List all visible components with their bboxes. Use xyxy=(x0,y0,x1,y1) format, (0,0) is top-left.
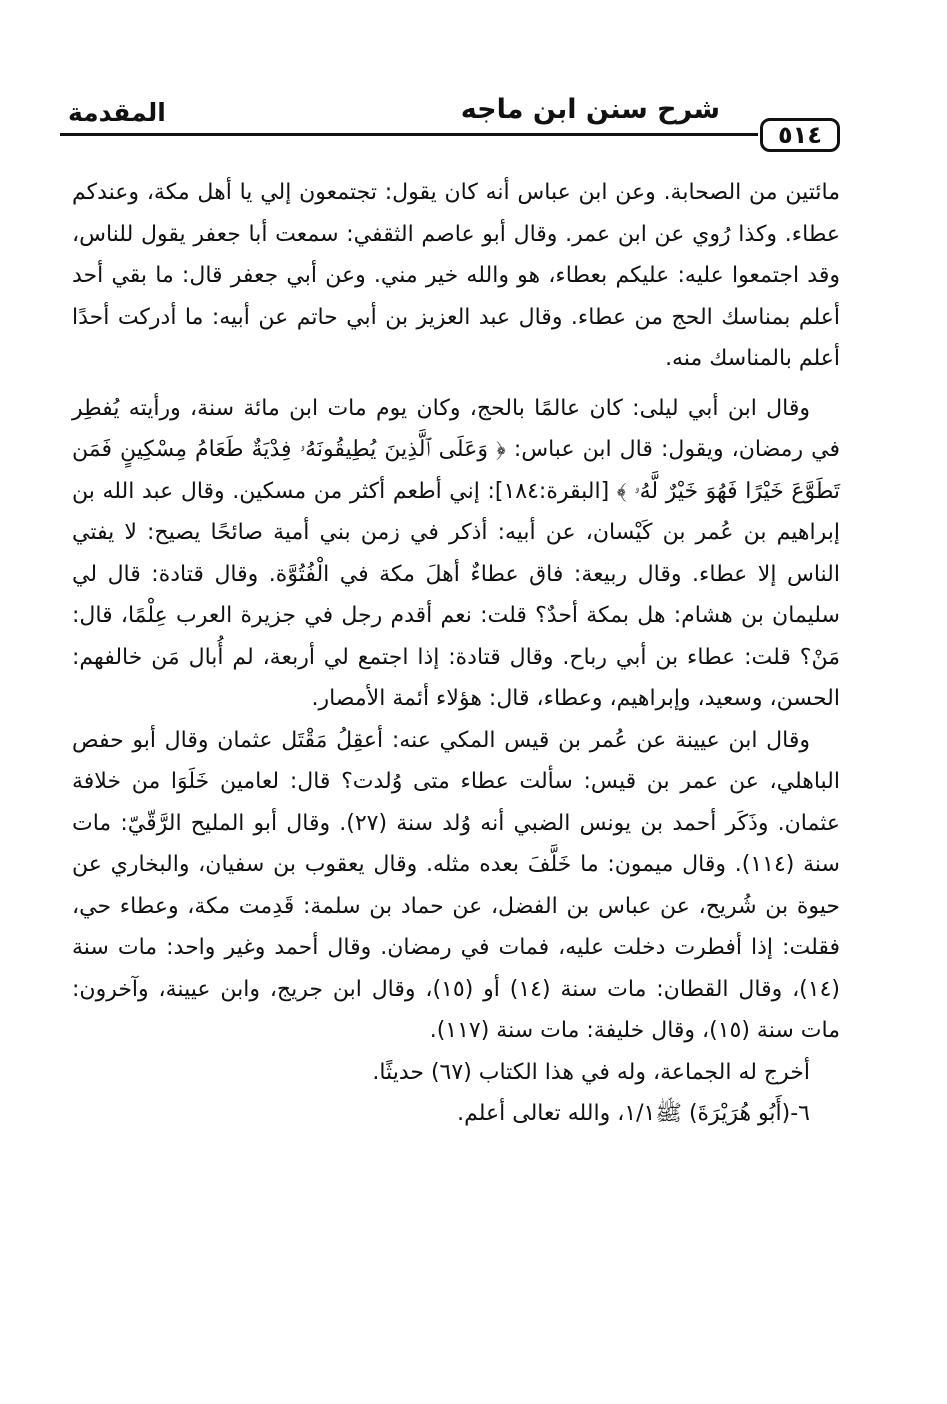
page-header xyxy=(60,88,840,148)
paragraph-4: أخرج له الجماعة، وله في هذا الكتاب (٦٧) حديثًا. xyxy=(372,1059,810,1085)
page-number: ٥١٤ xyxy=(760,118,840,152)
page-body xyxy=(72,172,840,1135)
paragraph-2 xyxy=(72,388,840,720)
quran-open-bracket: ﴿ xyxy=(496,437,506,462)
section-title: المقدمة xyxy=(68,98,166,127)
book-title: شرح سنن ابن ماجه xyxy=(460,94,720,125)
paragraph-5: ٦-(أَبُو هُرَيْرَةَ) ﷺ١/١، والله تعالى أعلم. xyxy=(457,1101,810,1126)
quran-verse: وَعَلَى ٱلَّذِينَ يُطِيقُونَهُۥ فِدْيَةٌ طَعَامُ مِسْكِينٍ فَمَن تَطَوَّعَ خَيْرًا فَهُوَ خَيْرٌ لَّهُۥ xyxy=(72,437,840,504)
paragraph-2-end: [البقرة:١٨٤]: إني أطعم أكثر من مسكين. وقال عبد الله بن إبراهيم بن عُمر بن كَيْسان، عن أبيه: أذكر في زمن بني أمية صائحًا يصيح: لا يفتي الناس إلا عطاء. وقال ربيعة: فاق عطاءٌ أهلَ مكة في الْفُتُوَّة. وقال قتادة: قال لي سليمان بن هشام: هل بمكة أحدٌ؟ قلت: نعم أقدم رجل في جزيرة العرب عِلْمًا، قال: مَنْ؟ قلت: عطاء بن أبي رباح. وقال قتادة: إذا اجتمع لي أربعة، لم أُبال مَن خالفهم: الحسن، وسعيد، وإبراهيم، وعطاء، قال: هؤلاء أئمة الأمصار. xyxy=(72,478,840,711)
paragraph-1: مائتين من الصحابة. وعن ابن عباس أنه كان يقول: تجتمعون إلي يا أهل مكة، وعندكم عطاء. وكذا رُوي عن ابن عمر. وقال أبو عاصم الثقفي: سمعت أبا جعفر يقول للناس، وقد اجتمعوا عليه: عليكم بعطاء، هو والله خير مني. وعن أبي جعفر قال: ما بقي أحد أعلم بمناسك الحج من عطاء. وقال عبد العزيز بن أبي حاتم عن أبيه: ما أدركت أحدًا أعلم بالمناسك منه. xyxy=(72,180,840,371)
header-divider xyxy=(60,133,758,136)
paragraph-3: وقال ابن عيينة عن عُمر بن قيس المكي عنه: أعقِلُ مَقْتَل عثمان وقال أبو حفص الباهلي، عن عمر بن قيس: سألت عطاء متى وُلدت؟ قال: لعامين خَلَوَا من خلافة عثمان. وذَكَر أحمد بن يونس الضبي أنه وُلد سنة (٢٧). وقال أبو المليح الرَّقّيّ: مات سنة (١١٤). وقال ميمون: ما خَلَّفَ بعده مثله. وقال يعقوب بن سفيان، والبخاري عن حيوة بن شُريح، عن عباس بن الفضل، عن حماد بن سلمة: قَدِمت مكة، وعطاء حي، فقلت: إذا أفطرت دخلت عليه، فمات في رمضان. وقال أحمد وغير واحد: مات سنة (١٤)، وقال القطان: مات سنة (١٤) أو (١٥)، وقال ابن جريج، وابن عيينة، وآخرون: مات سنة (١٥)، وقال خليفة: مات سنة (١١٧). xyxy=(72,727,840,1043)
quran-close-bracket: ﴾ xyxy=(616,478,627,504)
paragraph-2-start: وقال ابن أبي ليلى: كان عالمًا بالحج، وكان يوم مات ابن مائة سنة، ورأيته يُفطِر في رمضان، ويقول: قال ابن عباس: xyxy=(72,395,840,462)
